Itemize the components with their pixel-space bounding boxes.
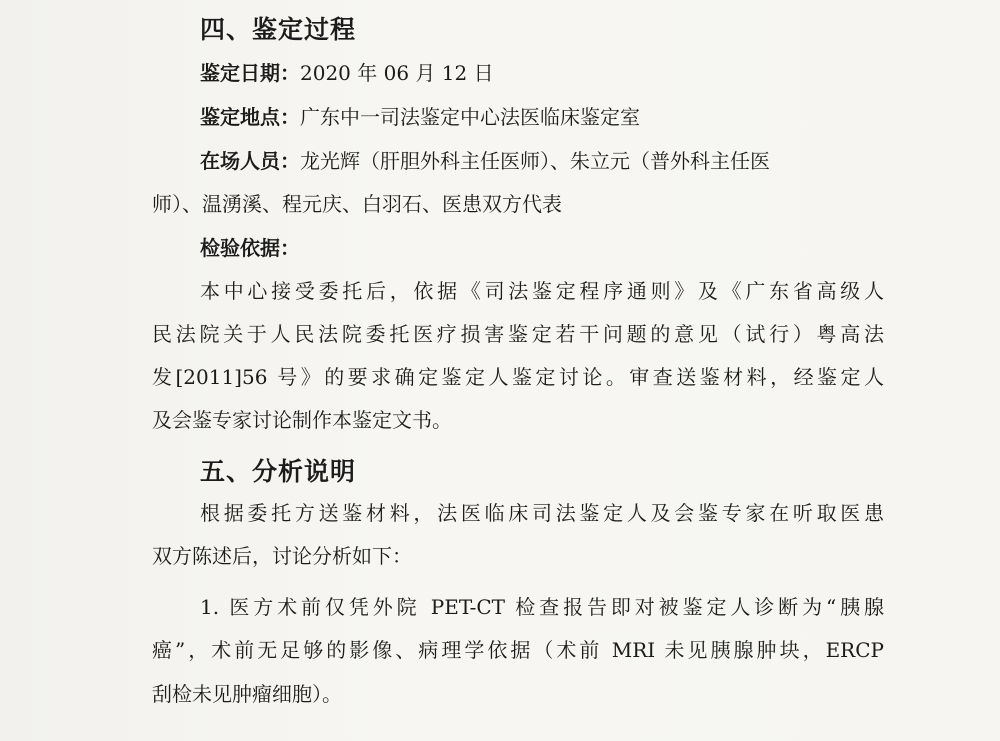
analysis-intro-line: 根据委托方送鉴材料，法医临床司法鉴定人及会鉴专家在听取医患 bbox=[200, 501, 884, 525]
appraisal-place-line bbox=[200, 104, 640, 130]
analysis-point-1-line: 癌”，术前无足够的影像、病理学依据（术前 MRI 未见胰腺肿块，ERCP bbox=[152, 638, 884, 662]
present-persons-line bbox=[200, 148, 770, 174]
inspection-basis-label: 检验依据： bbox=[200, 236, 300, 260]
appraisal-date-label: 鉴定日期： bbox=[200, 61, 300, 85]
appraisal-place-label: 鉴定地点： bbox=[200, 105, 300, 129]
section-heading-4: 四、鉴定过程 bbox=[200, 15, 357, 44]
analysis-point-1-line: 1. 医方术前仅凭外院 PET-CT 检查报告即对被鉴定人诊断为“胰腺 bbox=[200, 595, 884, 619]
basis-paragraph-line: 民法院关于人民法院委托医疗损害鉴定若干问题的意见（试行）粤高法 bbox=[152, 322, 884, 346]
present-persons-value-1: 龙光辉（肝胆外科主任医师）、朱立元（普外科主任医 bbox=[300, 149, 770, 173]
basis-paragraph-line: 发[2011]56 号》的要求确定鉴定人鉴定讨论。审查送鉴材料，经鉴定人 bbox=[152, 365, 884, 389]
appraisal-date-value: 2020 年 06 月 12 日 bbox=[300, 61, 494, 85]
section-heading-5: 五、分析说明 bbox=[200, 457, 357, 486]
analysis-intro-line: 双方陈述后，讨论分析如下： bbox=[152, 544, 412, 568]
analysis-point-1-line: 刮检未见肿瘤细胞）。 bbox=[152, 682, 342, 706]
present-persons-continued: 师）、温湧溪、程元庆、白羽石、医患双方代表 bbox=[152, 192, 562, 216]
present-persons-label: 在场人员： bbox=[200, 149, 300, 173]
basis-paragraph-line: 本中心接受委托后，依据《司法鉴定程序通则》及《广东省高级人 bbox=[200, 279, 884, 303]
basis-paragraph-line: 及会鉴专家讨论制作本鉴定文书。 bbox=[152, 408, 452, 432]
appraisal-place-value: 广东中一司法鉴定中心法医临床鉴定室 bbox=[300, 105, 640, 129]
appraisal-date-line bbox=[200, 60, 494, 86]
